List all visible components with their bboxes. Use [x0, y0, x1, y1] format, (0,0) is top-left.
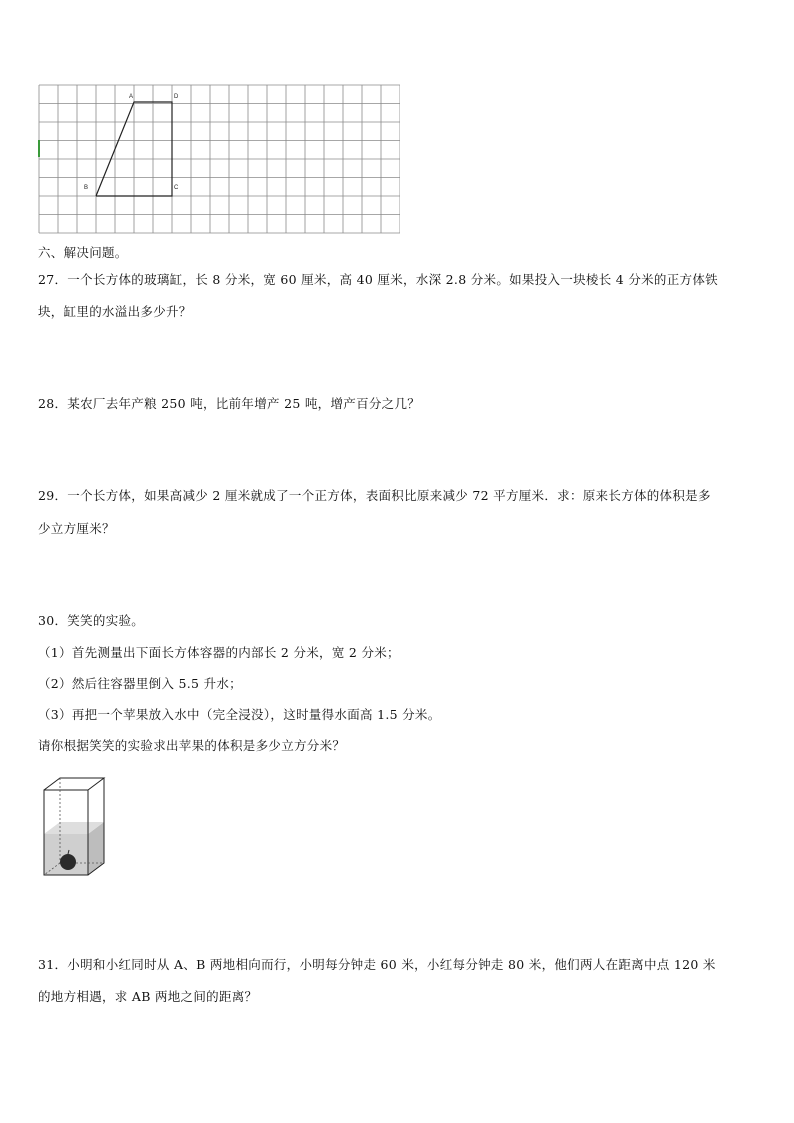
q30-step2: （2）然后往容器里倒入 5.5 升水； [38, 676, 242, 691]
q27-line1: 27．一个长方体的玻璃缸，长 8 分米，宽 60 厘米，高 40 厘米，水深 2.8 分米。如果投入一块棱长 4 分米的正方体铁 [38, 272, 718, 287]
grid-label-c: C [174, 185, 179, 191]
q31-line1: 31．小明和小红同时从 A、B 两地相向而行，小明每分钟走 60 米，小红每分钟走 80 米，他们两人在距离中点 120 米 [38, 957, 716, 972]
q30-ask: 请你根据笑笑的实验求出苹果的体积是多少立方分米？ [38, 738, 346, 753]
q30-title: 30．笑笑的实验。 [38, 613, 145, 628]
container-box-figure [42, 774, 106, 878]
grid-label-d: D [174, 94, 179, 100]
grid-trapezoid-figure [38, 84, 400, 234]
grid-label-b: B [84, 185, 89, 191]
q31-line2: 的地方相遇，求 AB 两地之间的距离？ [38, 989, 258, 1004]
q27-line2: 块，缸里的水溢出多少升？ [38, 304, 192, 319]
section-title: 六、解决问题。 [38, 245, 128, 260]
apple-shape [60, 854, 76, 870]
q29-line1: 29．一个长方体，如果高减少 2 厘米就成了一个正方体，表面积比原来减少 72 平方厘米．求：原来长方体的体积是多 [38, 488, 711, 503]
grid-lines [39, 85, 400, 233]
grid-label-a: A [129, 94, 134, 100]
q28-line1: 28．某农厂去年产粮 250 吨，比前年增产 25 吨，增产百分之几？ [38, 396, 421, 411]
q30-step3: （3）再把一个苹果放入水中（完全浸没），这时量得水面高 1.5 分米。 [38, 707, 441, 722]
q29-line2: 少立方厘米？ [38, 521, 115, 536]
q30-step1: （1）首先测量出下面长方体容器的内部长 2 分米，宽 2 分米； [38, 645, 400, 660]
